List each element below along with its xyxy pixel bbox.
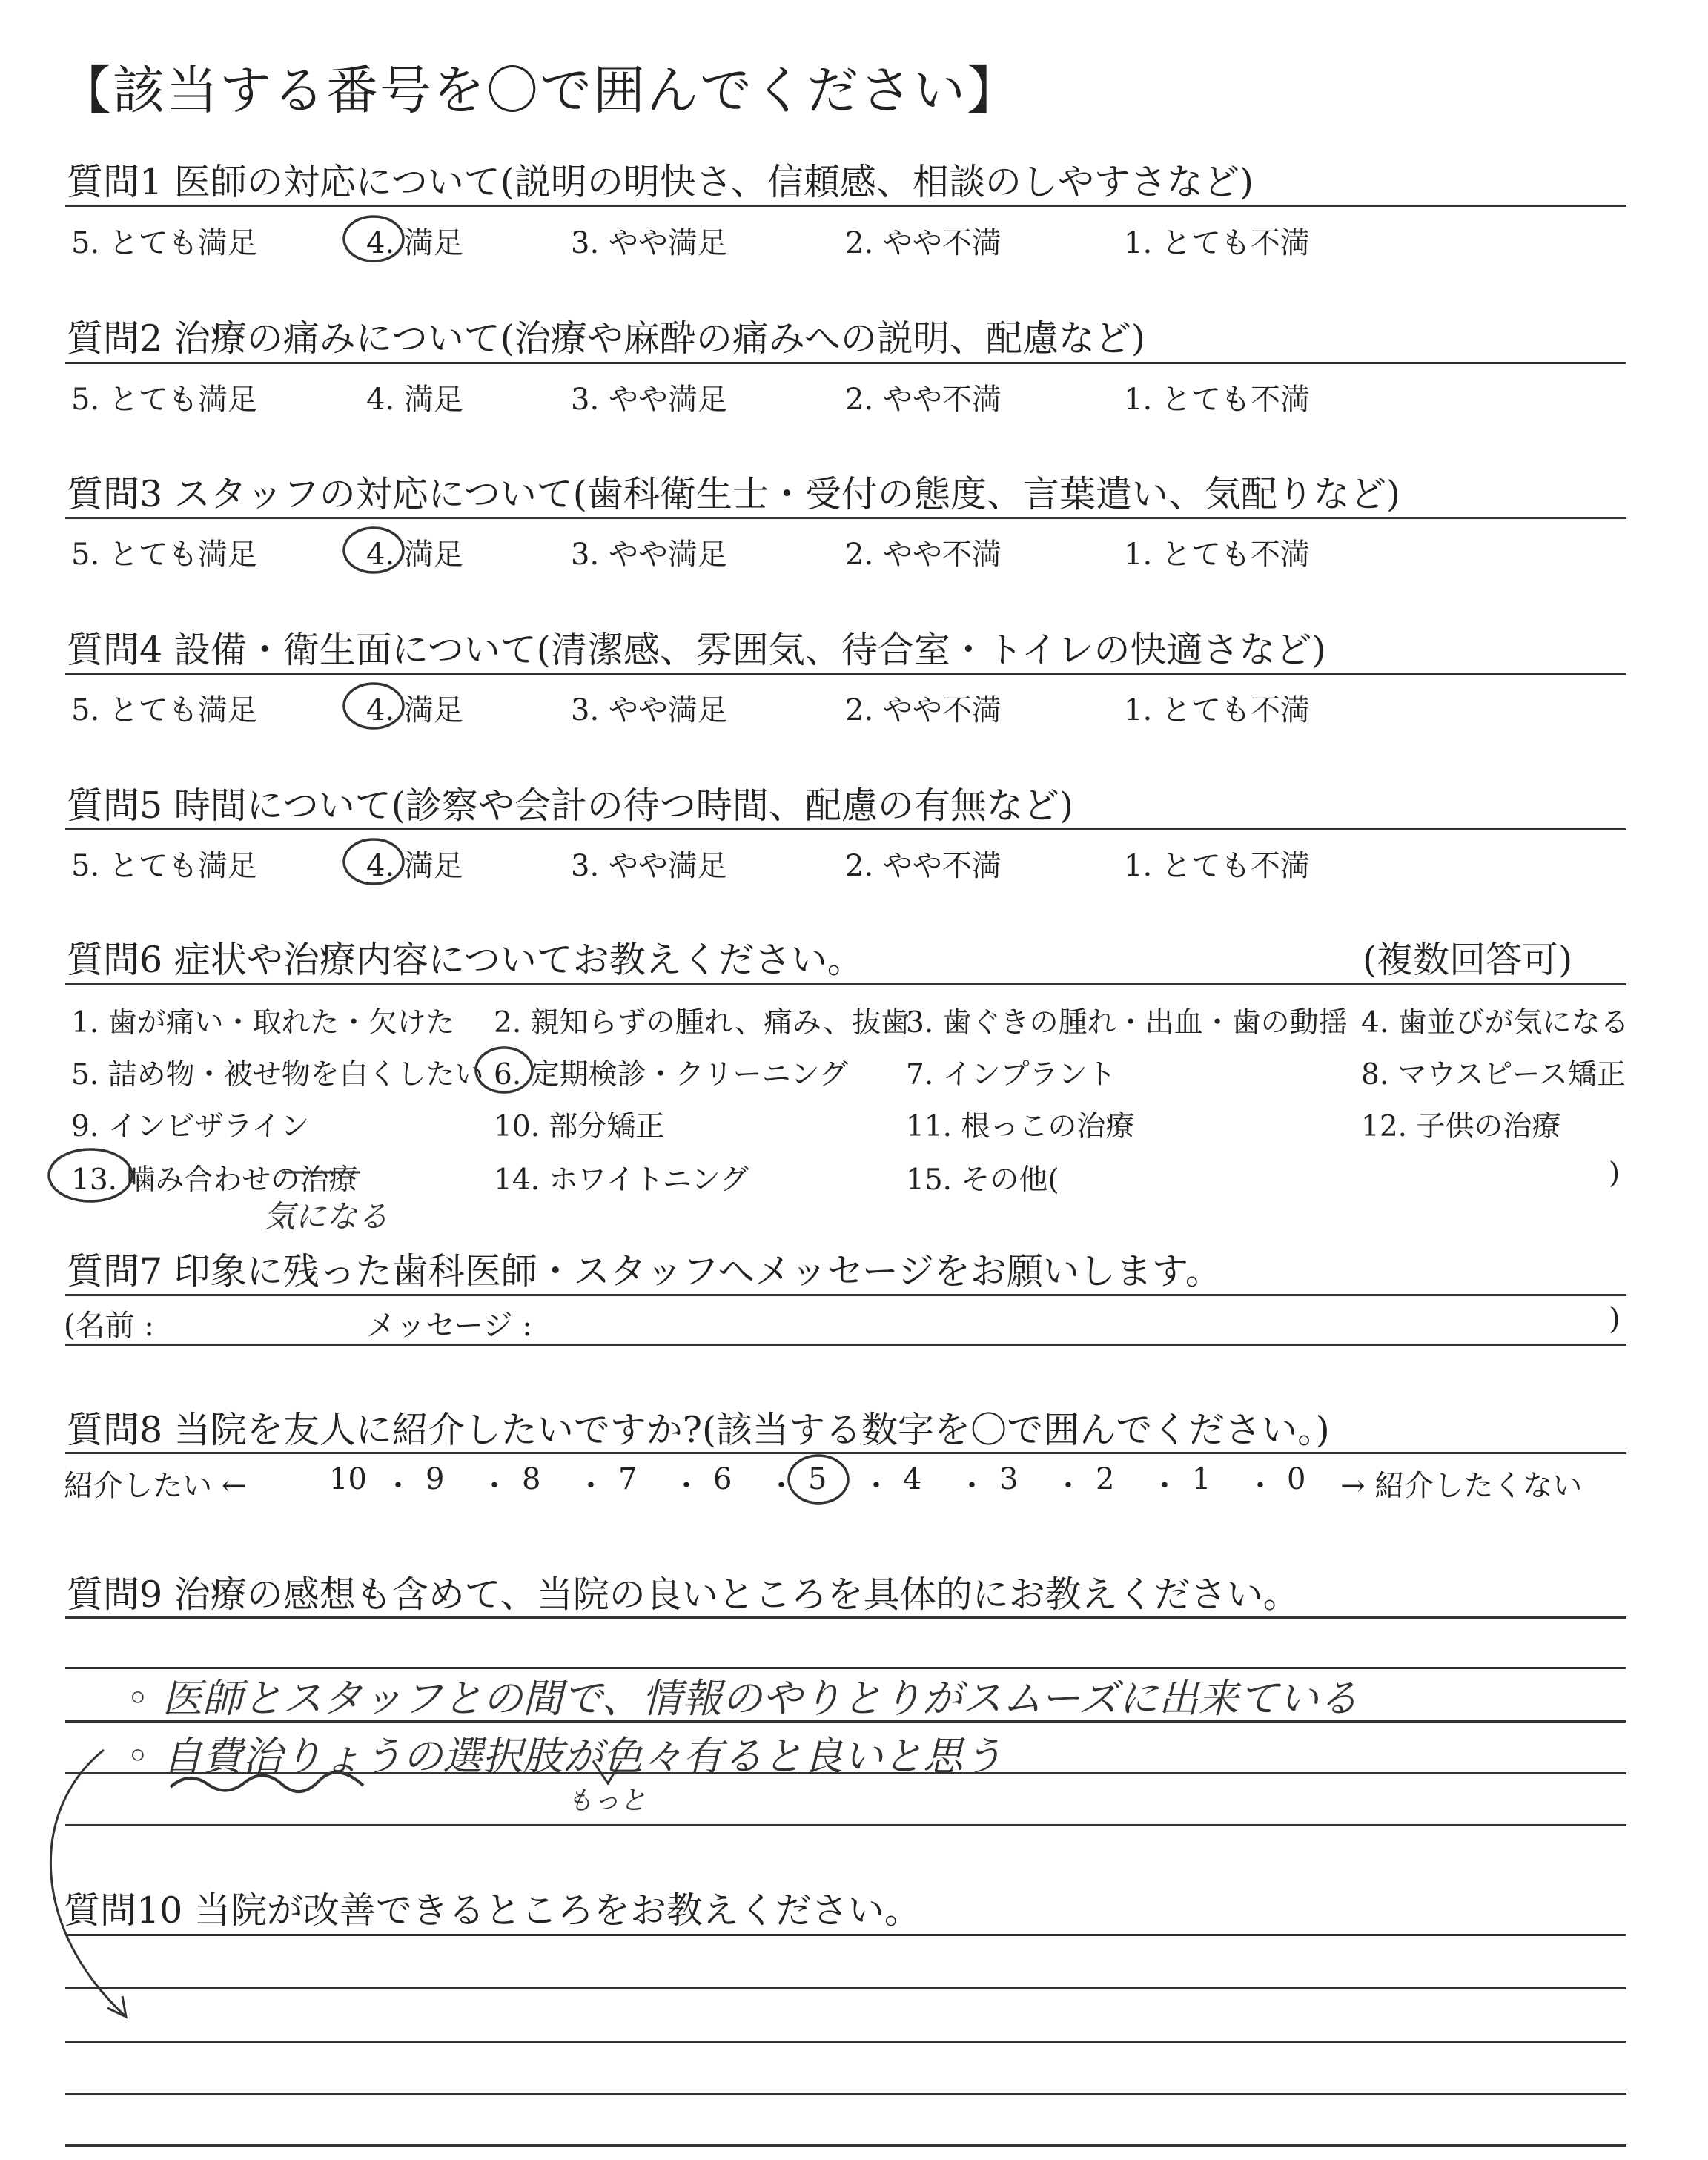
q6-handwritten-note: 気になる xyxy=(264,1198,389,1235)
q6-item-14[interactable]: 14. ホワイトニング xyxy=(494,1163,749,1197)
q4-option-2[interactable]: 2. やや不満 xyxy=(845,693,1002,727)
q8-scale-separator: ・ xyxy=(957,1469,987,1503)
q8-left-label: 紹介したい ← xyxy=(64,1469,247,1503)
question-2-label: 質問2 治療の痛みについて(治療や麻酔の痛みへの説明、配慮など) xyxy=(67,317,1146,360)
q8-scale-value-9[interactable]: 9 xyxy=(426,1462,445,1496)
q8-scale-value-7[interactable]: 7 xyxy=(618,1462,638,1496)
q8-scale-separator: ・ xyxy=(1053,1469,1083,1503)
q8-right-label: → 紹介したくない xyxy=(1340,1469,1583,1503)
q2-option-2[interactable]: 2. やや不満 xyxy=(845,383,1002,417)
form-title: 【該当する番号を〇で囲んでください】 xyxy=(59,60,1020,121)
q2-option-4[interactable]: 4. 満足 xyxy=(366,383,463,417)
q4-option-1[interactable]: 1. とても不満 xyxy=(1124,693,1310,727)
q6-item-6-circle xyxy=(476,1048,532,1092)
q8-scale-separator: ・ xyxy=(1150,1469,1179,1503)
q4-option-5[interactable]: 5. とても満足 xyxy=(71,693,257,727)
question-4-label: 質問4 設備・衛生面について(清潔感、雰囲気、待合室・トイレの快適さなど) xyxy=(67,629,1326,671)
q8-scale-separator: ・ xyxy=(767,1469,796,1503)
q8-scale-separator: ・ xyxy=(1245,1469,1275,1503)
q8-scale-value-1[interactable]: 1 xyxy=(1192,1462,1211,1496)
q1-option-4[interactable]: 4. 満足 xyxy=(366,226,463,260)
q1-selected-circle xyxy=(344,217,403,261)
q8-scale-value-0[interactable]: 0 xyxy=(1287,1462,1306,1496)
q8-scale-value-2[interactable]: 2 xyxy=(1096,1462,1115,1496)
q6-other-close-paren: ) xyxy=(1609,1157,1621,1190)
q2-option-5[interactable]: 5. とても満足 xyxy=(71,383,257,417)
question-10-label: 質問10 当院が改善できるところをお教えください。 xyxy=(64,1889,921,1932)
q3-option-3[interactable]: 3. やや満足 xyxy=(571,538,727,572)
q4-option-3[interactable]: 3. やや満足 xyxy=(571,693,727,727)
q3-option-2[interactable]: 2. やや不満 xyxy=(845,538,1002,572)
question-7-label: 質問7 印象に残った歯科医師・スタッフへメッセージをお願いします。 xyxy=(67,1250,1222,1292)
q5-option-5[interactable]: 5. とても満足 xyxy=(71,849,257,883)
q6-item-12[interactable]: 12. 子供の治療 xyxy=(1361,1110,1561,1143)
q6-item-5[interactable]: 5. 詰め物・被せ物を白くしたい xyxy=(71,1058,484,1091)
q10-arrow-line xyxy=(50,1750,126,2017)
q6-item-13[interactable]: 13. 噛み合わせの治療 xyxy=(71,1163,358,1197)
q6-item-10[interactable]: 10. 部分矯正 xyxy=(494,1110,665,1143)
q4-selected-circle xyxy=(344,684,403,728)
q8-scale-value-8[interactable]: 8 xyxy=(522,1462,541,1496)
q5-option-4[interactable]: 4. 満足 xyxy=(366,849,463,883)
q6-item-11[interactable]: 11. 根っこの治療 xyxy=(906,1110,1135,1143)
q8-scale-value-4[interactable]: 4 xyxy=(903,1462,922,1496)
q1-option-1[interactable]: 1. とても不満 xyxy=(1124,226,1310,260)
q5-selected-circle xyxy=(344,839,403,884)
q8-scale-separator: ・ xyxy=(480,1469,509,1503)
q7-message-label: メッセージ : xyxy=(366,1309,532,1343)
q6-item-8[interactable]: 8. マウスピース矯正 xyxy=(1361,1058,1626,1091)
q1-option-5[interactable]: 5. とても満足 xyxy=(71,226,257,260)
q2-option-3[interactable]: 3. やや満足 xyxy=(571,383,727,417)
q1-option-3[interactable]: 3. やや満足 xyxy=(571,226,727,260)
q9-insert-note: もっと xyxy=(566,1786,647,1816)
q8-scale-separator: ・ xyxy=(576,1469,606,1503)
q8-scale-value-3[interactable]: 3 xyxy=(999,1462,1019,1496)
question-3-label: 質問3 スタッフの対応について(歯科衛生士・受付の態度、言葉遣い、気配りなど) xyxy=(67,473,1401,515)
q8-scale-separator: ・ xyxy=(383,1469,413,1503)
q8-scale-separator: ・ xyxy=(861,1469,891,1503)
q5-option-3[interactable]: 3. やや満足 xyxy=(571,849,727,883)
q6-item-4[interactable]: 4. 歯並びが気になる xyxy=(1361,1006,1629,1040)
q9-wavy-underline xyxy=(171,1772,363,1791)
question-8-label: 質問8 当院を友人に紹介したいですか?(該当する数字を〇で囲んでください。) xyxy=(67,1409,1330,1451)
q6-item-3[interactable]: 3. 歯ぐきの腫れ・出血・歯の動揺 xyxy=(906,1006,1348,1040)
q4-option-4[interactable]: 4. 満足 xyxy=(366,693,463,727)
q8-scale-value-5[interactable]: 5 xyxy=(808,1462,827,1496)
q9-handwritten-line-1: ◦ 医師とスタッフとの間で、情報のやりとりがスムーズに出来ている xyxy=(126,1675,1359,1722)
q5-option-1[interactable]: 1. とても不満 xyxy=(1124,849,1310,883)
question-5-label: 質問5 時間について(診察や会計の待つ時間、配慮の有無など) xyxy=(67,785,1074,827)
q6-item-15[interactable]: 15. その他( xyxy=(906,1163,1059,1197)
q8-scale-separator: ・ xyxy=(672,1469,701,1503)
question-1-label: 質問1 医師の対応について(説明の明快さ、信頼感、相談のしやすさなど) xyxy=(67,161,1254,203)
q7-name-label: (名前 : xyxy=(64,1309,154,1343)
q1-option-2[interactable]: 2. やや不満 xyxy=(845,226,1002,260)
q8-selected-circle xyxy=(789,1456,848,1503)
q6-item-2[interactable]: 2. 親知らずの腫れ、痛み、抜歯 xyxy=(494,1006,910,1040)
q2-option-1[interactable]: 1. とても不満 xyxy=(1124,383,1310,417)
q8-scale-value-10[interactable]: 10 xyxy=(329,1462,367,1496)
q6-item-13-circle xyxy=(49,1149,132,1201)
q3-selected-circle xyxy=(344,528,403,572)
question-6-label: 質問6 症状や治療内容についてお教えください。 xyxy=(67,939,864,981)
q3-option-1[interactable]: 1. とても不満 xyxy=(1124,538,1310,572)
q3-option-4[interactable]: 4. 満足 xyxy=(366,538,463,572)
q6-item-7[interactable]: 7. インプラント xyxy=(906,1058,1116,1091)
q5-option-2[interactable]: 2. やや不満 xyxy=(845,849,1002,883)
q6-item-9[interactable]: 9. インビザライン xyxy=(71,1110,310,1143)
q8-scale-value-6[interactable]: 6 xyxy=(713,1462,732,1496)
q6-item-1[interactable]: 1. 歯が痛い・取れた・欠けた xyxy=(71,1006,455,1040)
question-9-label: 質問9 治療の感想も含めて、当院の良いところを具体的にお教えください。 xyxy=(67,1573,1300,1616)
q9-insert-caret xyxy=(593,1761,621,1783)
q6-item-6[interactable]: 6. 定期検診・クリーニング xyxy=(494,1058,848,1091)
question-6-note: (複数回答可) xyxy=(1363,939,1573,981)
q7-close-paren: ) xyxy=(1609,1302,1621,1336)
q9-handwritten-line-2: ◦ 自費治りょうの選択肢が色々有ると良いと思う xyxy=(126,1733,1004,1780)
q3-option-5[interactable]: 5. とても満足 xyxy=(71,538,257,572)
